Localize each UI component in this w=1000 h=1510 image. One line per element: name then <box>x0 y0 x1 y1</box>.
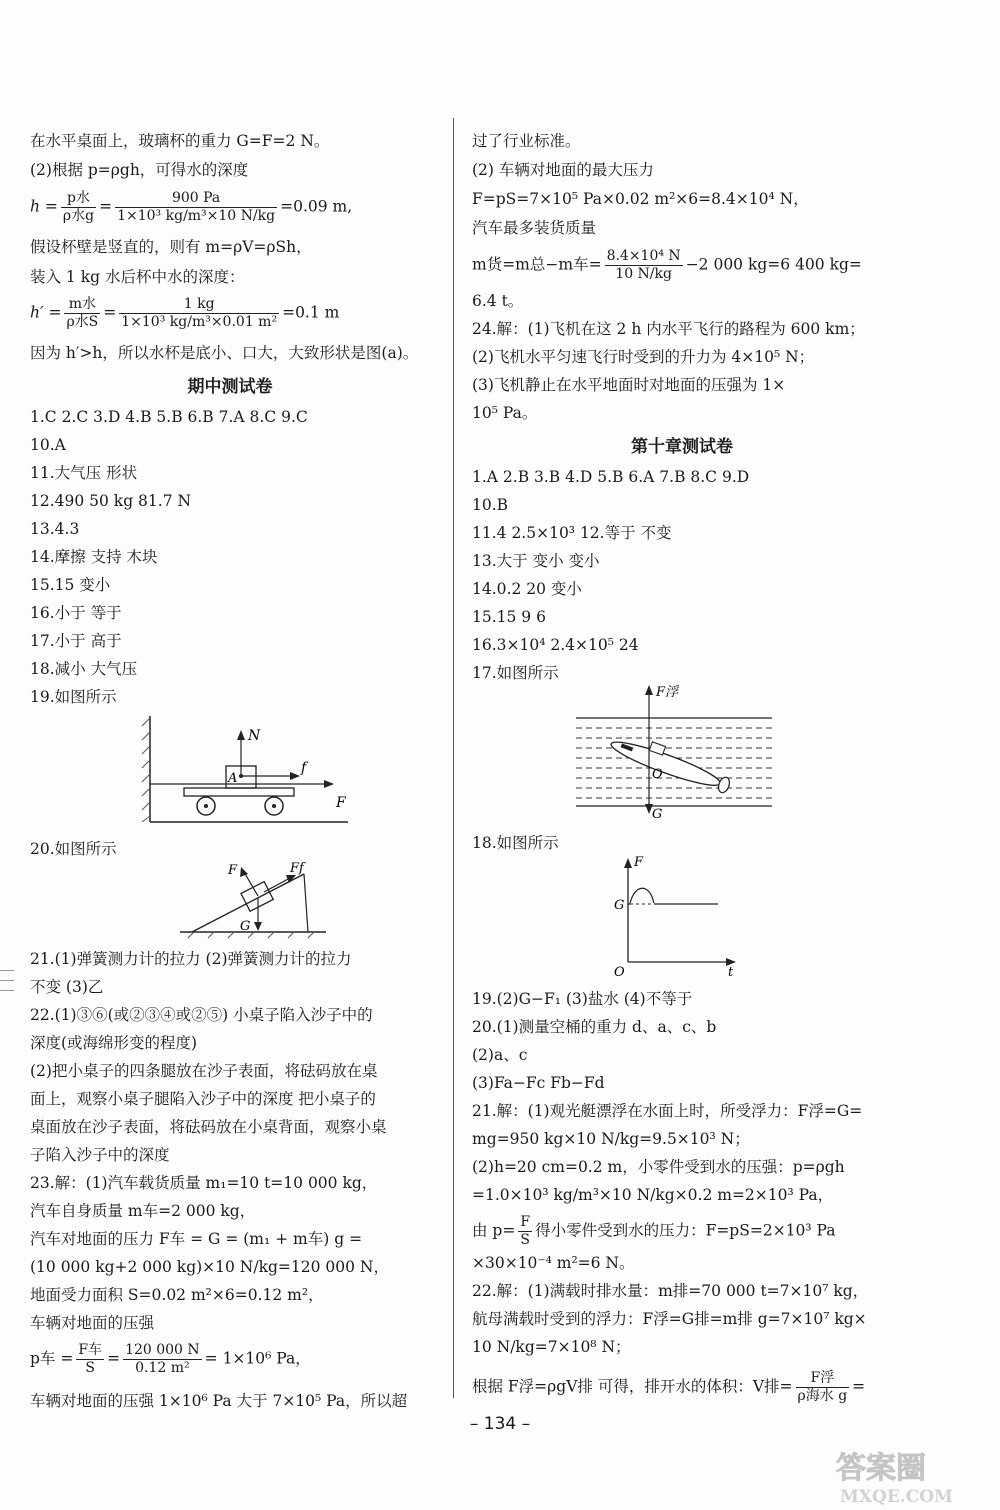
formula-lhs: m货=m总−m车= <box>472 255 602 274</box>
text-line: 因为 h′>h，所以水杯是底小、口大，大致形状是图(a)。 <box>30 344 419 362</box>
answer-line: 22.(1)③⑥(或②③④或②⑤) 小桌子陷入沙子中的 <box>30 1006 373 1024</box>
label-Ff: Ff <box>290 862 304 876</box>
answer-line: 21.解：(1)观光艇漂浮在水面上时，所受浮力：F浮=G= <box>472 1102 863 1120</box>
answer-line: 车辆对地面的压强 <box>30 1314 155 1332</box>
answer-line: (3)飞机静止在水平地面时对地面的压强为 1× <box>472 376 786 394</box>
label-F: F <box>634 855 644 870</box>
answer-line: =1.0×10³ kg/m³×10 N/kg×0.2 m=2×10³ Pa， <box>472 1186 834 1204</box>
answer-line: 18.减小 大气压 <box>30 660 138 678</box>
label-f: f <box>301 760 307 776</box>
frac-den: ρ水g <box>62 208 95 224</box>
answer-line: 地面受力面积 S=0.02 m²×6=0.12 m²， <box>30 1286 324 1304</box>
watermark-logo <box>830 1446 992 1506</box>
answer-line: 13.大于 变小 变小 <box>472 552 600 570</box>
margin-mark <box>0 980 14 981</box>
formula-result: = 1×10⁶ Pa， <box>204 1349 311 1368</box>
answer-line: 20.如图所示 <box>30 840 117 858</box>
answer-line: 汽车最多装货质量 <box>472 219 597 237</box>
label-F: F <box>228 863 238 878</box>
answer-line: 24.解：(1)飞机在这 2 h 内水平飞行的路程为 600 km； <box>472 320 865 338</box>
formula-result: =0.1 m <box>282 303 340 322</box>
answer-line: 航母满载时受到的浮力：F浮=G排=m排 g=7×10⁷ kg× <box>472 1310 867 1328</box>
label-A: A <box>228 771 238 786</box>
answer-line: 子陷入沙子中的深度 <box>30 1146 170 1164</box>
answer-line: 6.4 t。 <box>472 292 524 310</box>
frac-den: 0.12 m² <box>135 1360 190 1376</box>
answer-line: 23.解：(1)汽车载货质量 m₁=10 t=10 000 kg， <box>30 1174 378 1192</box>
label-F-buoyancy: F浮 <box>656 685 679 700</box>
answer-line: (2)把小桌子的四条腿放在沙子表面，将砝码放在桌 <box>30 1062 378 1080</box>
text-line: 在水平桌面上，玻璃杯的重力 G=F=2 N。 <box>30 132 330 150</box>
answer-line: 10 N/kg=7×10⁸ N； <box>472 1338 631 1356</box>
answer-line: 21.(1)弹簧测力计的拉力 (2)弹簧测力计的拉力 <box>30 950 352 968</box>
formula-depth: h = $\frac{\text{p水}}{\text{ρ水g}}$ = $\frac{900 Pa}{\text{1×10³ kg/m³×10 N/kg}}$ =0.09 m, <box>30 190 353 224</box>
answer-line: 22.解：(1)满载时排水量：m排=70 000 t=7×10⁷ kg， <box>472 1282 869 1300</box>
page-number: – 134 – <box>469 1414 531 1434</box>
label-G: G <box>240 919 251 934</box>
formula-pressure: p车 = $\frac{\text{F车}}{S}$ = $\frac{120 000 N}{\text{0.12 m²}}$ = 1×10⁶ Pa， <box>30 1342 311 1376</box>
answer-line: 12.490 50 kg 81.7 N <box>30 492 192 510</box>
answer-line: 汽车对地面的压力 F车 = G = (m₁ + m车) g = <box>30 1230 363 1248</box>
frac-num: m水 <box>64 296 100 314</box>
answer-line: 1.C 2.C 3.D 4.B 5.B 6.B 7.A 8.C 9.C <box>30 408 308 426</box>
label-N: N <box>248 728 261 744</box>
answer-line: 15.15 9 6 <box>472 608 546 626</box>
frac-num: 1 kg <box>119 296 279 314</box>
formula-post: = <box>852 1377 866 1396</box>
section-heading-midterm: 期中测试卷 <box>187 377 273 397</box>
answer-line: 不变 (3)乙 <box>30 978 104 996</box>
answer-line: 1.A 2.B 3.B 4.D 5.B 6.A 7.B 8.C 9.D <box>472 468 750 486</box>
frac-den: S <box>85 1360 95 1376</box>
answer-line: 14.摩擦 支持 木块 <box>30 548 158 566</box>
frac-num: F浮 <box>796 1370 850 1388</box>
answer-line: mg=950 kg×10 N/kg=9.5×10³ N； <box>472 1130 750 1148</box>
watermark-url: MXQE.COM <box>840 1487 953 1506</box>
formula-post: 得小零件受到水的压力：F=pS=2×10³ Pa <box>535 1221 836 1240</box>
answer-line: 19.(2)G−F₁ (3)盐水 (4)不等于 <box>472 990 693 1008</box>
frac-den: ρ海水 g <box>797 1388 848 1404</box>
frac-num: 900 Pa <box>115 190 277 208</box>
frac-den: 10 N/kg <box>615 266 672 282</box>
answer-line: (2)a、c <box>472 1046 528 1064</box>
answer-line: 15.15 变小 <box>30 576 111 594</box>
answer-line: 19.如图所示 <box>30 688 117 706</box>
frac-num: F <box>520 1214 531 1230</box>
answer-line: (2)飞机水平匀速飞行时受到的升力为 4×10⁵ N； <box>472 348 815 366</box>
formula-depth-2: h′ = $\frac{\text{m水}}{\text{ρ水S}}$ = $\frac{1 kg}{\text{1×10³ kg/m³×0.01 m²}}$ =0.1 m <box>30 296 340 330</box>
answer-line: 16.3×10⁴ 2.4×10⁵ 24 <box>472 636 639 654</box>
answer-line: 10.B <box>472 496 509 514</box>
label-t: t <box>728 965 734 980</box>
formula-volume <box>472 1370 865 1405</box>
answer-line: 过了行业标准。 <box>472 132 581 150</box>
formula-result: −2 000 kg=6 400 kg= <box>685 255 862 274</box>
frac-num: 8.4×10⁴ N <box>606 248 681 264</box>
answer-line: 13.4.3 <box>30 520 80 538</box>
watermark-text: 答案圈 <box>836 1451 926 1486</box>
frac-num: p水 <box>61 190 96 208</box>
text-line: 假设杯壁是竖直的，则有 m=ρV=ρSh， <box>30 238 312 256</box>
answer-line: 14.0.2 20 变小 <box>472 580 582 598</box>
text-line: (2)根据 p=ρgh，可得水的深度 <box>30 161 249 179</box>
margin-mark <box>0 970 14 971</box>
answer-line: 桌面放在沙子表面，将砝码放在小桌背面，观察小桌 <box>30 1118 387 1136</box>
answer-line: (10 000 kg+2 000 kg)×10 N/kg=120 000 N， <box>30 1258 389 1276</box>
answer-line: 11.大气压 形状 <box>30 464 138 482</box>
formula-force <box>472 1214 836 1249</box>
answer-line: (2)h=20 cm=0.2 m，小零件受到水的压强：p=ρgh <box>472 1158 845 1176</box>
formula-mass <box>472 248 862 283</box>
answer-line: 深度(或海绵形变的程度) <box>30 1034 198 1052</box>
frac-den: ρ水S <box>66 314 99 330</box>
answer-line: 10⁵ Pa。 <box>472 404 538 422</box>
label-G: G <box>652 807 663 820</box>
figure-submarine-diagram <box>576 682 776 820</box>
formula-result: =0.09 m, <box>280 197 353 216</box>
label-F: F <box>336 795 346 811</box>
figure-force-time-graph <box>610 854 740 980</box>
margin-mark <box>0 990 14 991</box>
answer-line: 18.如图所示 <box>472 834 559 852</box>
text-line: 装入 1 kg 水后杯中水的深度： <box>30 268 245 286</box>
column-divider <box>453 118 454 1398</box>
answer-line: 汽车自身质量 m车=2 000 kg， <box>30 1202 256 1220</box>
answer-line: 11.4 2.5×10³ 12.等于 不变 <box>472 524 672 542</box>
label-G: G <box>614 898 625 913</box>
figure-incline-diagram <box>178 862 328 942</box>
formula-lhs: p车 = <box>30 1349 74 1368</box>
answer-line: 20.(1)测量空桶的重力 d、a、c、b <box>472 1018 717 1036</box>
answer-line: 16.小于 等于 <box>30 604 122 622</box>
formula-pre: 由 p= <box>472 1221 516 1240</box>
answer-line: 17.如图所示 <box>472 664 559 682</box>
frac-den: 1×10³ kg/m³×0.01 m² <box>121 314 278 330</box>
frac-den: 1×10³ kg/m³×10 N/kg <box>117 208 276 224</box>
answer-line: 面上，观察小桌子腿陷入沙子中的深度 把小桌子的 <box>30 1090 376 1108</box>
answer-line: 17.小于 高于 <box>30 632 122 650</box>
answer-line: (3)Fa−Fc Fb−Fd <box>472 1074 605 1092</box>
frac-num: 120 000 N <box>125 1342 200 1358</box>
frac-den: S <box>520 1232 530 1248</box>
answer-line: 车辆对地面的压强 1×10⁶ Pa 大于 7×10⁵ Pa，所以超 <box>30 1392 408 1410</box>
answer-line: 10.A <box>30 436 66 454</box>
label-O: O <box>652 767 663 782</box>
label-O: O <box>614 965 625 980</box>
answer-line: (2) 车辆对地面的最大压力 <box>472 161 654 179</box>
answer-line: ×30×10⁻⁴ m²=6 N。 <box>472 1254 635 1272</box>
section-heading-chapter10: 第十章测试卷 <box>631 437 733 457</box>
formula-pre: 根据 F浮=ρgV排 可得，排开水的体积：V排= <box>472 1377 793 1396</box>
frac-num: F车 <box>78 1342 103 1358</box>
answer-line: F=pS=7×10⁵ Pa×0.02 m²×6=8.4×10⁴ N， <box>472 190 809 208</box>
figure-cart-diagram <box>138 710 378 830</box>
